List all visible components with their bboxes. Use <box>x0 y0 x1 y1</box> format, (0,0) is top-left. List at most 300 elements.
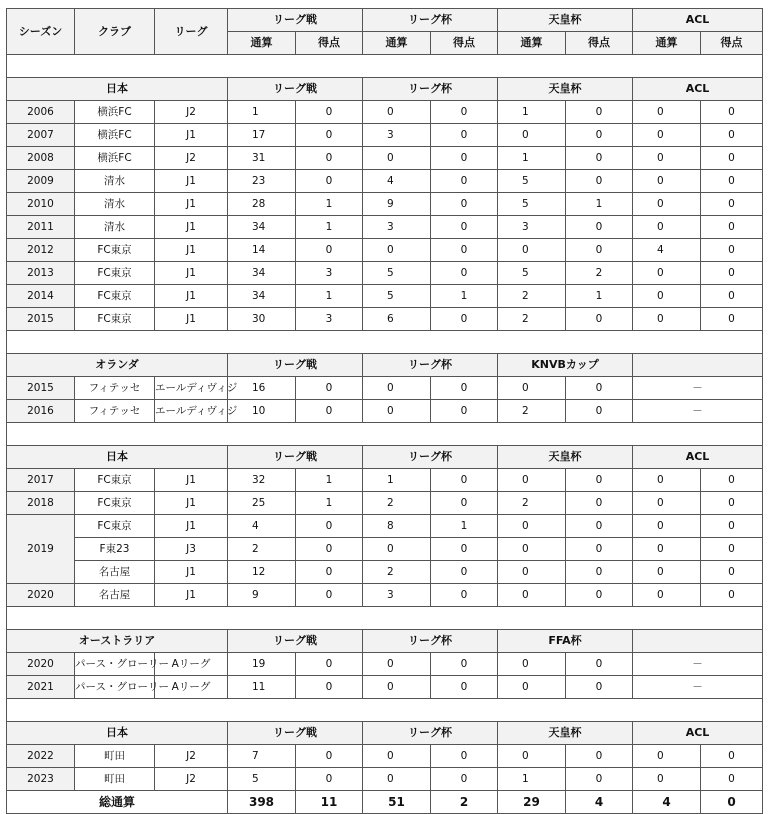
acl-goals-cell: 0 <box>701 584 763 607</box>
acl-goals-cell: 0 <box>701 308 763 331</box>
league-cell: Aリーグ <box>155 676 228 699</box>
league-apps-cell: 12 <box>228 561 296 584</box>
header-goals: 得点 <box>296 32 363 55</box>
season-cell: 2012 <box>7 239 75 262</box>
acl-not-applicable-cell: － <box>633 400 763 423</box>
cup-apps-cell: 4 <box>363 170 431 193</box>
cup-goals-cell: 0 <box>431 492 498 515</box>
table-row <box>7 101 763 124</box>
emperor-apps-cell: 5 <box>498 193 566 216</box>
section-comp-continental: ACL <box>633 446 763 469</box>
club-cell: FC東京 <box>75 308 155 331</box>
club-cell: 町田 <box>75 745 155 768</box>
section-country: オーストラリア <box>7 630 228 653</box>
league-apps-cell: 4 <box>228 515 296 538</box>
season-cell: 2015 <box>7 377 75 400</box>
emperor-goals-cell: 0 <box>566 308 633 331</box>
cup-goals-cell: 0 <box>431 147 498 170</box>
emperor-apps-cell: 2 <box>498 400 566 423</box>
total-emperor-apps: 29 <box>498 791 566 814</box>
emperor-goals-cell: 0 <box>566 492 633 515</box>
section-comp-domestic-cup: 天皇杯 <box>498 78 633 101</box>
league-apps-cell: 28 <box>228 193 296 216</box>
cup-apps-cell: 5 <box>363 285 431 308</box>
section-comp-continental: ACL <box>633 722 763 745</box>
emperor-goals-cell: 0 <box>566 147 633 170</box>
club-cell: 横浜FC <box>75 124 155 147</box>
cup-apps-cell: 2 <box>363 561 431 584</box>
league-apps-cell: 10 <box>228 400 296 423</box>
league-apps-cell: 11 <box>228 676 296 699</box>
league-cell: J2 <box>155 745 228 768</box>
season-cell: 2017 <box>7 469 75 492</box>
acl-apps-cell: 0 <box>633 170 701 193</box>
emperor-goals-cell: 0 <box>566 377 633 400</box>
total-row <box>7 791 763 814</box>
season-cell: 2022 <box>7 745 75 768</box>
spacer-cell <box>7 699 763 722</box>
league-cell: J1 <box>155 124 228 147</box>
table-row <box>7 515 763 538</box>
cup-goals-cell: 0 <box>431 676 498 699</box>
emperor-goals-cell: 0 <box>566 584 633 607</box>
league-apps-cell: 31 <box>228 147 296 170</box>
cup-apps-cell: 1 <box>363 469 431 492</box>
table-row <box>7 538 763 561</box>
section-comp-cup: リーグ杯 <box>363 630 498 653</box>
cup-goals-cell: 0 <box>431 101 498 124</box>
league-goals-cell: 1 <box>296 285 363 308</box>
season-cell: 2016 <box>7 400 75 423</box>
cup-apps-cell: 0 <box>363 538 431 561</box>
season-cell: 2008 <box>7 147 75 170</box>
acl-apps-cell: 0 <box>633 584 701 607</box>
section-comp-league: リーグ戦 <box>228 78 363 101</box>
season-cell: 2011 <box>7 216 75 239</box>
header-apps: 通算 <box>498 32 566 55</box>
section-country: 日本 <box>7 722 228 745</box>
season-cell: 2006 <box>7 101 75 124</box>
league-apps-cell: 5 <box>228 768 296 791</box>
club-cell: 横浜FC <box>75 101 155 124</box>
emperor-goals-cell: 0 <box>566 561 633 584</box>
league-apps-cell: 34 <box>228 216 296 239</box>
table-row <box>7 584 763 607</box>
table-row <box>7 193 763 216</box>
section-comp-continental: ACL <box>633 78 763 101</box>
acl-apps-cell: 0 <box>633 308 701 331</box>
league-apps-cell: 2 <box>228 538 296 561</box>
cup-goals-cell: 1 <box>431 515 498 538</box>
league-cell: J3 <box>155 538 228 561</box>
cup-apps-cell: 0 <box>363 377 431 400</box>
league-apps-cell: 16 <box>228 377 296 400</box>
cup-goals-cell: 0 <box>431 262 498 285</box>
acl-apps-cell: 0 <box>633 538 701 561</box>
acl-apps-cell: 4 <box>633 239 701 262</box>
acl-goals-cell: 0 <box>701 469 763 492</box>
table-row <box>7 124 763 147</box>
header-club: クラブ <box>75 9 155 55</box>
league-goals-cell: 0 <box>296 400 363 423</box>
league-apps-cell: 1 <box>228 101 296 124</box>
cup-goals-cell: 0 <box>431 377 498 400</box>
acl-apps-cell: 0 <box>633 262 701 285</box>
section-spacer <box>7 699 763 722</box>
section-spacer <box>7 331 763 354</box>
section-header-row <box>7 78 763 101</box>
total-cup-goals: 2 <box>431 791 498 814</box>
acl-goals-cell: 0 <box>701 262 763 285</box>
league-apps-cell: 14 <box>228 239 296 262</box>
section-header-row <box>7 722 763 745</box>
header-apps: 通算 <box>363 32 431 55</box>
table-row <box>7 147 763 170</box>
acl-not-applicable-cell: － <box>633 676 763 699</box>
season-cell: 2023 <box>7 768 75 791</box>
season-cell: 2019 <box>7 515 75 584</box>
acl-goals-cell: 0 <box>701 538 763 561</box>
total-emperor-goals: 4 <box>566 791 633 814</box>
emperor-apps-cell: 0 <box>498 561 566 584</box>
league-goals-cell: 0 <box>296 239 363 262</box>
emperor-apps-cell: 3 <box>498 216 566 239</box>
header-emperors-cup: 天皇杯 <box>498 9 633 32</box>
club-cell: 町田 <box>75 768 155 791</box>
cup-goals-cell: 0 <box>431 124 498 147</box>
emperor-goals-cell: 0 <box>566 124 633 147</box>
acl-apps-cell: 0 <box>633 492 701 515</box>
table-row <box>7 400 763 423</box>
emperor-apps-cell: 1 <box>498 101 566 124</box>
season-cell: 2010 <box>7 193 75 216</box>
table-row <box>7 653 763 676</box>
league-goals-cell: 0 <box>296 515 363 538</box>
section-comp-cup: リーグ杯 <box>363 78 498 101</box>
acl-goals-cell: 0 <box>701 216 763 239</box>
cup-apps-cell: 0 <box>363 400 431 423</box>
emperor-apps-cell: 0 <box>498 676 566 699</box>
cup-apps-cell: 5 <box>363 262 431 285</box>
spacer-cell <box>7 607 763 630</box>
league-cell: J1 <box>155 239 228 262</box>
emperor-goals-cell: 0 <box>566 170 633 193</box>
table-row <box>7 377 763 400</box>
league-apps-cell: 34 <box>228 262 296 285</box>
emperor-goals-cell: 0 <box>566 653 633 676</box>
league-goals-cell: 0 <box>296 768 363 791</box>
acl-goals-cell: 0 <box>701 768 763 791</box>
cup-goals-cell: 0 <box>431 768 498 791</box>
acl-not-applicable-cell: － <box>633 377 763 400</box>
acl-goals-cell: 0 <box>701 515 763 538</box>
acl-apps-cell: 0 <box>633 216 701 239</box>
league-cell: J2 <box>155 101 228 124</box>
club-cell: FC東京 <box>75 492 155 515</box>
cup-goals-cell: 0 <box>431 308 498 331</box>
table-row <box>7 239 763 262</box>
league-apps-cell: 30 <box>228 308 296 331</box>
club-cell: フィテッセ <box>75 400 155 423</box>
club-cell: FC東京 <box>75 239 155 262</box>
header-acl: ACL <box>633 9 763 32</box>
cup-apps-cell: 3 <box>363 584 431 607</box>
emperor-apps-cell: 5 <box>498 262 566 285</box>
cup-apps-cell: 0 <box>363 239 431 262</box>
emperor-goals-cell: 1 <box>566 285 633 308</box>
club-cell: F東23 <box>75 538 155 561</box>
acl-goals-cell: 0 <box>701 193 763 216</box>
emperor-goals-cell: 0 <box>566 538 633 561</box>
total-label: 総通算 <box>7 791 228 814</box>
table-row <box>7 561 763 584</box>
league-cell: エールディヴィジ <box>155 400 228 423</box>
league-apps-cell: 7 <box>228 745 296 768</box>
season-cell: 2014 <box>7 285 75 308</box>
section-comp-league: リーグ戦 <box>228 722 363 745</box>
cup-apps-cell: 0 <box>363 653 431 676</box>
section-comp-domestic-cup: KNVBカップ <box>498 354 633 377</box>
emperor-goals-cell: 1 <box>566 193 633 216</box>
cup-goals-cell: 0 <box>431 584 498 607</box>
emperor-goals-cell: 0 <box>566 216 633 239</box>
league-goals-cell: 0 <box>296 377 363 400</box>
league-cell: J1 <box>155 492 228 515</box>
acl-goals-cell: 0 <box>701 492 763 515</box>
league-apps-cell: 23 <box>228 170 296 193</box>
table-row <box>7 768 763 791</box>
acl-apps-cell: 0 <box>633 469 701 492</box>
emperor-apps-cell: 0 <box>498 469 566 492</box>
section-comp-cup: リーグ杯 <box>363 446 498 469</box>
total-league-goals: 11 <box>296 791 363 814</box>
club-cell: 清水 <box>75 216 155 239</box>
emperor-goals-cell: 0 <box>566 515 633 538</box>
acl-not-applicable-cell: － <box>633 653 763 676</box>
table-row <box>7 285 763 308</box>
cup-goals-cell: 0 <box>431 216 498 239</box>
league-goals-cell: 0 <box>296 538 363 561</box>
career-stats-container <box>6 8 763 814</box>
league-cell: J1 <box>155 469 228 492</box>
section-comp-domestic-cup: FFA杯 <box>498 630 633 653</box>
section-comp-league: リーグ戦 <box>228 630 363 653</box>
header-apps: 通算 <box>228 32 296 55</box>
table-body <box>7 55 763 791</box>
league-goals-cell: 0 <box>296 101 363 124</box>
league-apps-cell: 9 <box>228 584 296 607</box>
league-cell: J1 <box>155 561 228 584</box>
cup-goals-cell: 0 <box>431 239 498 262</box>
league-goals-cell: 3 <box>296 262 363 285</box>
section-header-row <box>7 630 763 653</box>
cup-apps-cell: 3 <box>363 216 431 239</box>
acl-apps-cell: 0 <box>633 193 701 216</box>
club-cell: フィテッセ <box>75 377 155 400</box>
acl-goals-cell: 0 <box>701 285 763 308</box>
league-cell: J1 <box>155 584 228 607</box>
league-cell: エールディヴィジ <box>155 377 228 400</box>
cup-apps-cell: 8 <box>363 515 431 538</box>
club-cell: 名古屋 <box>75 561 155 584</box>
league-cell: J1 <box>155 308 228 331</box>
emperor-apps-cell: 0 <box>498 239 566 262</box>
league-goals-cell: 0 <box>296 147 363 170</box>
acl-goals-cell: 0 <box>701 170 763 193</box>
emperor-goals-cell: 0 <box>566 101 633 124</box>
emperor-apps-cell: 0 <box>498 538 566 561</box>
total-acl-goals: 0 <box>701 791 763 814</box>
acl-apps-cell: 0 <box>633 285 701 308</box>
spacer-cell <box>7 331 763 354</box>
cup-apps-cell: 3 <box>363 124 431 147</box>
acl-goals-cell: 0 <box>701 561 763 584</box>
section-spacer <box>7 423 763 446</box>
cup-goals-cell: 0 <box>431 469 498 492</box>
acl-goals-cell: 0 <box>701 101 763 124</box>
header-league-matches: リーグ戦 <box>228 9 363 32</box>
section-comp-cup: リーグ杯 <box>363 722 498 745</box>
cup-goals-cell: 1 <box>431 285 498 308</box>
header-league-cup: リーグ杯 <box>363 9 498 32</box>
league-goals-cell: 0 <box>296 676 363 699</box>
cup-apps-cell: 0 <box>363 768 431 791</box>
cup-apps-cell: 9 <box>363 193 431 216</box>
league-goals-cell: 0 <box>296 124 363 147</box>
cup-apps-cell: 2 <box>363 492 431 515</box>
league-cell: Aリーグ <box>155 653 228 676</box>
cup-apps-cell: 6 <box>363 308 431 331</box>
section-comp-domestic-cup: 天皇杯 <box>498 446 633 469</box>
club-cell: 名古屋 <box>75 584 155 607</box>
table-row <box>7 308 763 331</box>
total-cup-apps: 51 <box>363 791 431 814</box>
section-comp-league: リーグ戦 <box>228 446 363 469</box>
emperor-apps-cell: 2 <box>498 492 566 515</box>
table-row <box>7 262 763 285</box>
season-cell: 2007 <box>7 124 75 147</box>
section-comp-cup: リーグ杯 <box>363 354 498 377</box>
section-comp-domestic-cup: 天皇杯 <box>498 722 633 745</box>
league-cell: J1 <box>155 216 228 239</box>
emperor-apps-cell: 0 <box>498 515 566 538</box>
league-apps-cell: 32 <box>228 469 296 492</box>
acl-apps-cell: 0 <box>633 101 701 124</box>
acl-apps-cell: 0 <box>633 745 701 768</box>
section-country: オランダ <box>7 354 228 377</box>
header-apps: 通算 <box>633 32 701 55</box>
acl-goals-cell: 0 <box>701 745 763 768</box>
emperor-apps-cell: 2 <box>498 308 566 331</box>
league-apps-cell: 25 <box>228 492 296 515</box>
emperor-goals-cell: 0 <box>566 745 633 768</box>
section-header-row <box>7 354 763 377</box>
section-comp-league: リーグ戦 <box>228 354 363 377</box>
header-goals: 得点 <box>566 32 633 55</box>
total-acl-apps: 4 <box>633 791 701 814</box>
section-spacer <box>7 607 763 630</box>
cup-goals-cell: 0 <box>431 170 498 193</box>
league-cell: J1 <box>155 170 228 193</box>
league-goals-cell: 0 <box>296 745 363 768</box>
table-row <box>7 216 763 239</box>
club-cell: FC東京 <box>75 515 155 538</box>
season-cell: 2015 <box>7 308 75 331</box>
season-cell: 2020 <box>7 653 75 676</box>
league-goals-cell: 3 <box>296 308 363 331</box>
emperor-apps-cell: 0 <box>498 745 566 768</box>
header-row-1 <box>7 9 763 32</box>
acl-apps-cell: 0 <box>633 147 701 170</box>
cup-goals-cell: 0 <box>431 538 498 561</box>
header-season: シーズン <box>7 9 75 55</box>
league-cell: J1 <box>155 193 228 216</box>
emperor-goals-cell: 2 <box>566 262 633 285</box>
section-spacer <box>7 55 763 78</box>
cup-goals-cell: 0 <box>431 745 498 768</box>
emperor-apps-cell: 1 <box>498 768 566 791</box>
acl-apps-cell: 0 <box>633 561 701 584</box>
emperor-apps-cell: 0 <box>498 377 566 400</box>
league-cell: J1 <box>155 515 228 538</box>
spacer-cell <box>7 423 763 446</box>
club-cell: FC東京 <box>75 285 155 308</box>
league-goals-cell: 0 <box>296 561 363 584</box>
header-goals: 得点 <box>701 32 763 55</box>
cup-goals-cell: 0 <box>431 561 498 584</box>
league-apps-cell: 17 <box>228 124 296 147</box>
club-cell: 清水 <box>75 170 155 193</box>
league-goals-cell: 1 <box>296 193 363 216</box>
emperor-goals-cell: 0 <box>566 239 633 262</box>
emperor-apps-cell: 2 <box>498 285 566 308</box>
table-row <box>7 492 763 515</box>
season-cell: 2021 <box>7 676 75 699</box>
cup-goals-cell: 0 <box>431 400 498 423</box>
acl-apps-cell: 0 <box>633 515 701 538</box>
club-cell: 横浜FC <box>75 147 155 170</box>
acl-apps-cell: 0 <box>633 768 701 791</box>
league-apps-cell: 34 <box>228 285 296 308</box>
acl-goals-cell: 0 <box>701 147 763 170</box>
season-cell: 2018 <box>7 492 75 515</box>
league-goals-cell: 0 <box>296 584 363 607</box>
acl-goals-cell: 0 <box>701 239 763 262</box>
emperor-apps-cell: 5 <box>498 170 566 193</box>
cup-apps-cell: 0 <box>363 745 431 768</box>
club-cell: 清水 <box>75 193 155 216</box>
section-comp-continental <box>633 354 763 377</box>
emperor-apps-cell: 0 <box>498 124 566 147</box>
cup-apps-cell: 0 <box>363 676 431 699</box>
league-goals-cell: 1 <box>296 492 363 515</box>
emperor-goals-cell: 0 <box>566 469 633 492</box>
table-row <box>7 745 763 768</box>
acl-apps-cell: 0 <box>633 124 701 147</box>
spacer-cell <box>7 55 763 78</box>
league-goals-cell: 1 <box>296 216 363 239</box>
league-apps-cell: 19 <box>228 653 296 676</box>
emperor-apps-cell: 1 <box>498 147 566 170</box>
table-row <box>7 469 763 492</box>
season-cell: 2009 <box>7 170 75 193</box>
league-cell: J2 <box>155 147 228 170</box>
table-row <box>7 170 763 193</box>
league-cell: J1 <box>155 285 228 308</box>
league-goals-cell: 0 <box>296 170 363 193</box>
table-row <box>7 676 763 699</box>
total-league-apps: 398 <box>228 791 296 814</box>
